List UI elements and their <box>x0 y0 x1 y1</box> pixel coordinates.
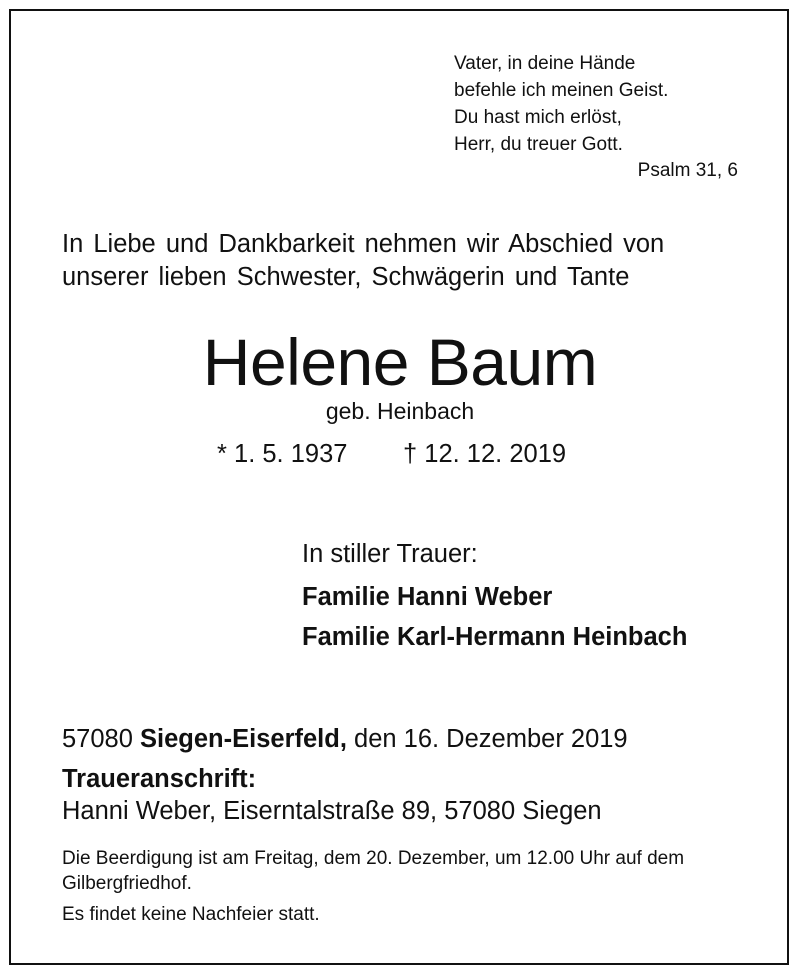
intro-line-1: In Liebe und Dankbarkeit nehmen wir Abschied von <box>62 230 665 258</box>
verse-line: Herr, du treuer Gott. <box>454 134 623 155</box>
death-date: † 12. 12. 2019 <box>403 440 567 468</box>
intro-line-2: unserer lieben Schwester, Schwägerin und Tante <box>62 263 630 291</box>
city: Siegen-Eiserfeld, <box>140 725 347 753</box>
mourning-address-label: Traueranschrift: <box>62 765 257 793</box>
postcode: 57080 <box>62 725 133 753</box>
maiden-name: geb. Heinbach <box>325 398 475 424</box>
psalm-reference: Psalm 31, 6 <box>637 160 738 181</box>
verse-line: Du hast mich erlöst, <box>454 107 622 128</box>
mourner-family-2: Familie Karl-Hermann Heinbach <box>302 623 688 651</box>
birth-date: * 1. 5. 1937 <box>217 440 348 468</box>
place-and-date <box>62 725 628 754</box>
mourning-address: Hanni Weber, Eiserntalstraße 89, 57080 Siegen <box>62 797 602 825</box>
psalm-verse <box>454 50 668 158</box>
deceased-name: Helene Baum <box>202 325 598 399</box>
mourning-label: In stiller Trauer: <box>302 540 478 568</box>
notice-date: den 16. Dezember 2019 <box>354 725 628 753</box>
life-dates <box>217 440 566 469</box>
verse-line: Vater, in deine Hände <box>454 53 636 74</box>
intro-text <box>62 228 664 294</box>
reception-note: Es findet keine Nachfeier statt. <box>62 904 320 925</box>
funeral-info: Die Beerdigung ist am Freitag, dem 20. Dezember, um 12.00 Uhr auf dem Gilbergfriedhof. <box>62 848 685 894</box>
verse-line: befehle ich meinen Geist. <box>454 80 669 101</box>
mourner-family-1: Familie Hanni Weber <box>302 583 553 611</box>
